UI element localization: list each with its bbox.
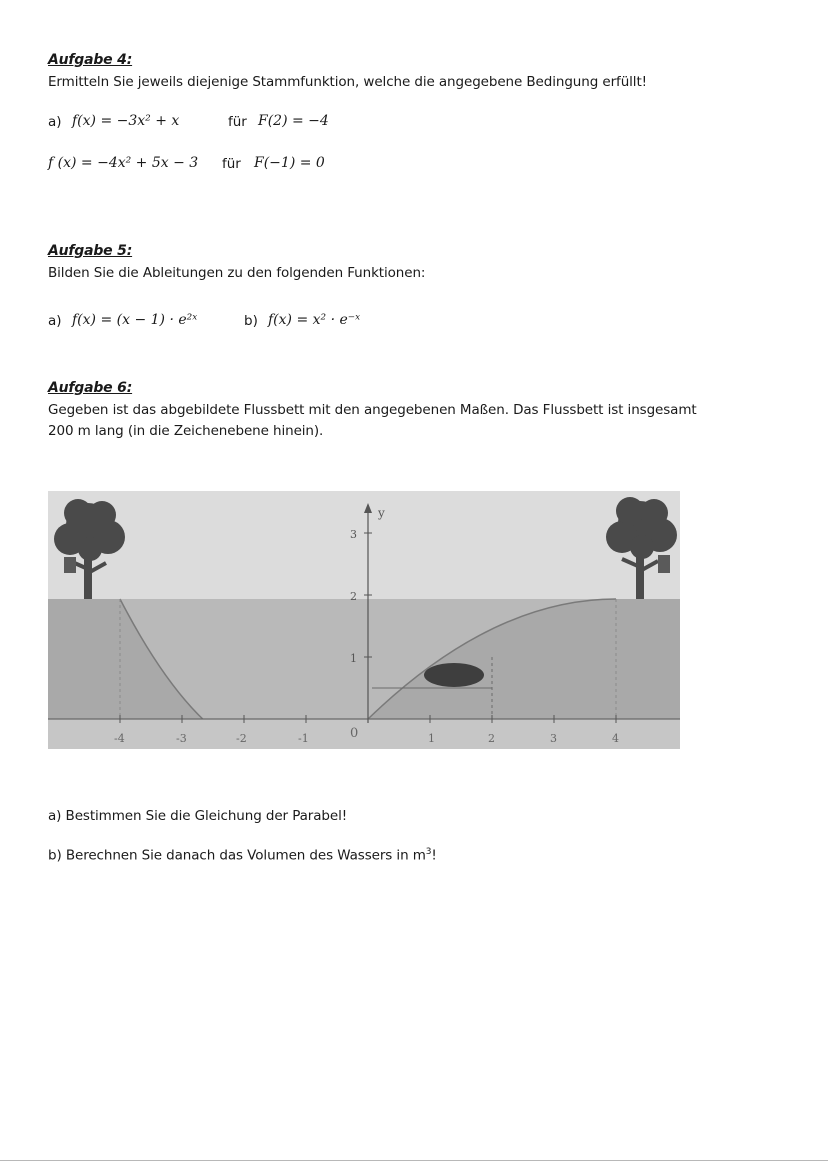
aufgabe5-item-b-label: b): [244, 313, 258, 329]
aufgabe6-question-b: [48, 842, 437, 867]
aufgabe4-item-b-fuer: für: [222, 156, 241, 172]
aufgabe4-item-a-label: a): [48, 114, 62, 130]
x-tick-label-2: 2: [488, 732, 495, 745]
aufgabe4-item-a-function: f(x) = −3x² + x: [72, 113, 180, 129]
y-axis-label: y: [378, 506, 385, 520]
river-bed-figure: [48, 491, 680, 749]
aufgabe6-instruction-line1: Gegeben ist das abgebildete Flussbett mit den angegebenen Maßen. Das Flussbett ist insgesamt: [48, 402, 697, 418]
y-tick-label-2: 2: [350, 590, 357, 603]
x-tick-label-1: 1: [428, 732, 435, 745]
question-b-superscript: 3: [425, 847, 432, 857]
aufgabe4-instruction: Ermitteln Sie jeweils diejenige Stammfunktion, welche die angegebene Bedingung erfüllt!: [48, 74, 647, 90]
aufgabe4-item-b-condition: F(−1) = 0: [254, 155, 325, 171]
question-b-text: b) Berechnen Sie danach das Volumen des Wassers in m: [48, 847, 426, 864]
x-tick-label-3: 3: [550, 732, 557, 745]
scan-edge-line: [0, 1160, 828, 1161]
aufgabe4-heading: Aufgabe 4:: [48, 52, 133, 68]
aufgabe4-item-a-fuer: für: [228, 114, 247, 130]
x-tick-label-0: 0: [350, 726, 359, 741]
y-tick-label-3: 3: [350, 528, 357, 541]
aufgabe5-item-a-label: a): [48, 313, 62, 329]
x-tick-label-4: 4: [612, 732, 619, 745]
rock-blob: [424, 663, 484, 687]
aufgabe6-question-a: a) Bestimmen Sie die Gleichung der Parabel!: [48, 808, 348, 824]
aufgabe5-heading: Aufgabe 5:: [48, 243, 133, 259]
question-b-suffix: !: [431, 847, 437, 864]
aufgabe5-instruction: Bilden Sie die Ableitungen zu den folgenden Funktionen:: [48, 265, 426, 281]
x-tick-label--4: -4: [114, 732, 125, 745]
aufgabe5-item-b-function: f(x) = x² · e⁻ˣ: [268, 312, 361, 328]
aufgabe6-heading: Aufgabe 6:: [48, 380, 133, 396]
aufgabe6-instruction-line2: 200 m lang (in die Zeichenebene hinein).: [48, 423, 324, 439]
y-tick-label-1: 1: [350, 652, 357, 665]
x-tick-label--1: -1: [298, 732, 309, 745]
aufgabe4-item-b-function: f (x) = −4x² + 5x − 3: [48, 155, 199, 171]
aufgabe4-item-a-condition: F(2) = −4: [258, 113, 329, 129]
x-tick-label--2: -2: [236, 732, 247, 745]
x-axis-strip: [48, 719, 680, 749]
aufgabe5-item-a-function: f(x) = (x − 1) · e²ˣ: [72, 312, 198, 328]
x-tick-label--3: -3: [176, 732, 187, 745]
